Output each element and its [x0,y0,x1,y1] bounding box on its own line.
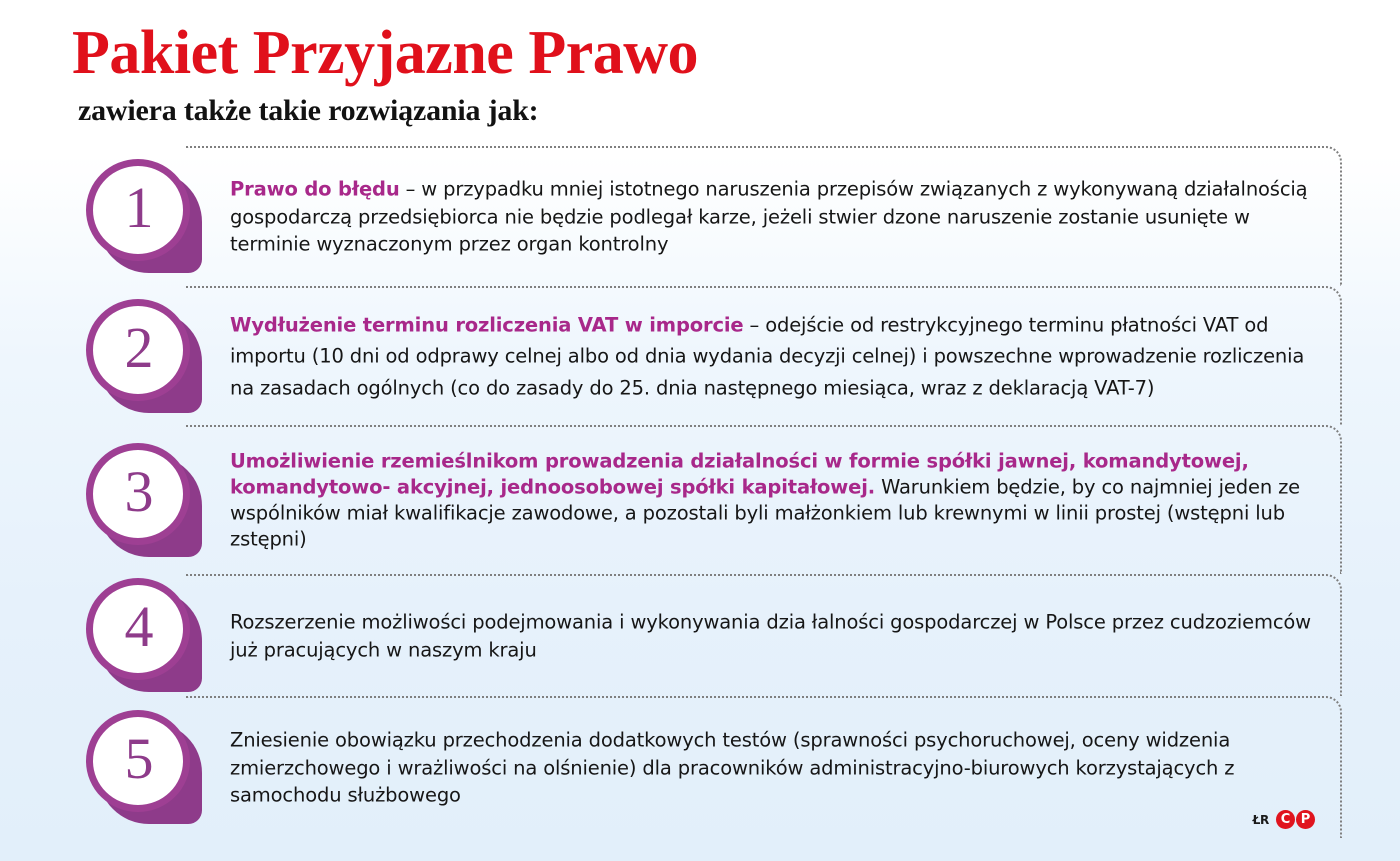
list-item-text [230,309,1330,404]
list-item [124,286,1342,425]
numbered-list [0,146,1400,838]
badge-circle [86,159,190,261]
badge-circle [86,710,190,812]
list-item-lead: Umożliwienie rzemieślnikom prowadzenia działalności w formie spółki jawnej, komandytowej, komandytowo- akcyjnej, jednoosobowej spółki kapitałowej. [230,448,1249,499]
page-subtitle: zawiera także takie rozwiązania jak: [78,94,539,127]
number-badge [86,159,204,275]
list-item [124,696,1342,838]
badge-number: 5 [124,726,154,791]
number-badge [86,578,204,694]
list-item-body: Warunkiem będzie, by co najmniej jeden ze wspólników miał kwalifikacje zawodowe, a pozostali byli małżonkiem lub krewnymi w linii prostej (wstępni lub zstępni) [230,475,1301,551]
page-title: Pakiet Przyjazne Prawo [72,19,698,87]
list-item-text [230,175,1330,258]
list-item-lead: Wydłużenie terminu rozliczenia VAT w imporcie [230,313,744,337]
badge-number: 1 [124,175,154,240]
list-item [124,146,1342,286]
list-item-text [230,448,1330,553]
badge-number: 2 [124,314,154,380]
badge-circle [86,299,190,401]
badge-number: 3 [124,458,154,524]
footer-credit [1253,810,1315,829]
list-item-body: – w przypadku mniej istotnego naruszenia przepisów związanych z wykonywaną działalnością gospodarczą przedsiębiorca nie będzie podlegał karze, jeżeli stwier dzone naruszenie zostanie usunięte w terminie wyznaczonym przez organ kontrolny [230,177,1308,256]
number-badge [86,710,204,826]
list-item-body: Rozszerzenie możliwości podejmowania i wykonywania dzia łalności gospodarczej w Polsce przez cudzoziemców już pracujących w naszym kraju [230,610,1311,661]
cp-logo-icon [1276,810,1315,829]
logo-letter-p: P [1296,810,1315,829]
list-item-body: Zniesienie obowiązku przechodzenia dodatkowych testów (sprawności psychoruchowej, oceny widzenia zmierzchowego i wrażliwości na olśnienie) dla pracowników administracyjno-biurowych korzystających z samochodu służbowego [230,728,1235,807]
author-initials: ŁR [1252,812,1269,827]
list-item [124,574,1342,696]
badge-circle [86,578,190,680]
badge-circle [86,443,190,545]
list-item-text [230,608,1330,663]
header [0,0,1400,126]
logo-letter-c: C [1276,810,1295,829]
number-badge [86,299,204,415]
list-item-lead: Prawo do błędu [230,177,400,201]
badge-number: 4 [124,594,154,659]
list-item [124,425,1342,574]
list-item-text [230,726,1330,809]
number-badge [86,443,204,559]
list-item-body: – odejście od restrykcyjnego terminu płatności VAT od importu (10 dni od odprawy celnej albo od dnia wydania decyzji celnej) i powszechne wprowadzenie rozliczenia na zasadach ogólnych (co do zasady do 25. dnia następnego miesiąca, wraz z deklaracją VAT-7) [230,313,1305,400]
